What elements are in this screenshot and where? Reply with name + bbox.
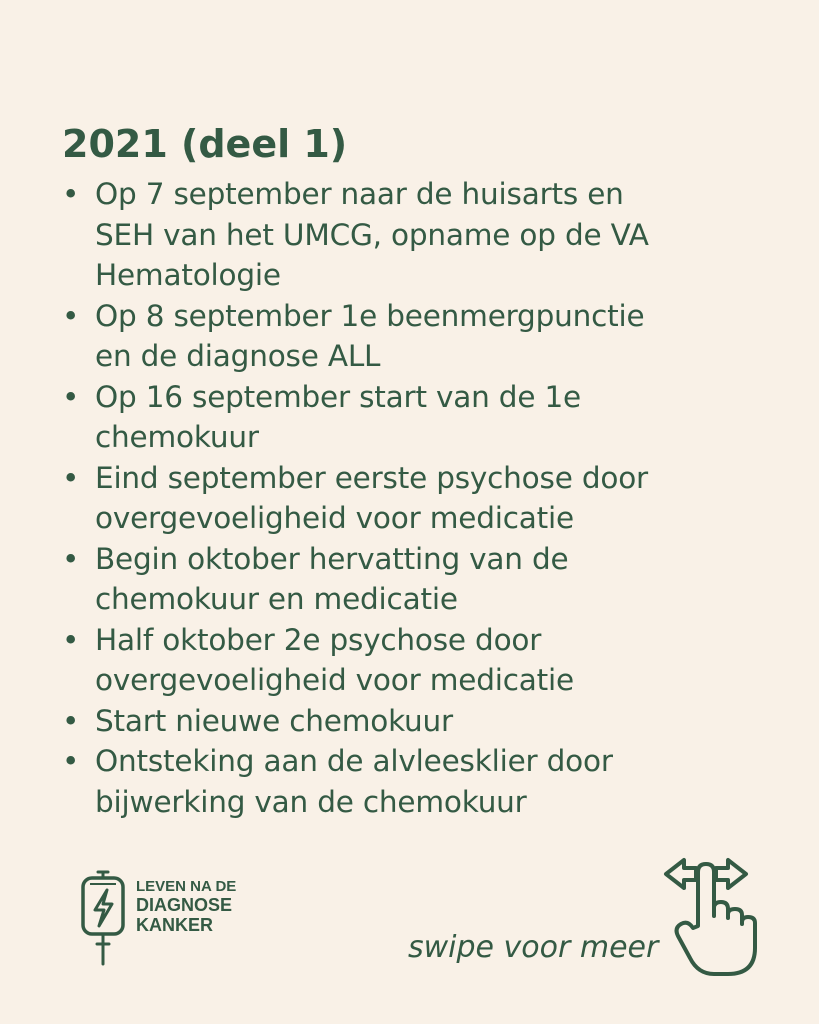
bullet-icon: • xyxy=(62,298,80,333)
timeline-item xyxy=(62,701,802,742)
timeline-item-line: SEH van het UMCG, opname op de VA xyxy=(95,217,649,252)
timeline-item-line: Begin oktober hervatting van de xyxy=(95,541,569,576)
timeline-list xyxy=(62,174,802,822)
bullet-icon: • xyxy=(62,744,80,778)
timeline-item-line: Hematologie xyxy=(95,258,281,292)
timeline-item-line: chemokuur en medicatie xyxy=(95,582,458,616)
bullet-icon: • xyxy=(62,622,80,657)
logo-line-1: LEVEN NA DE xyxy=(136,878,237,895)
timeline-item xyxy=(62,741,802,822)
swipe-hint: swipe voor meer xyxy=(408,930,659,965)
timeline-item-line: Ontsteking aan de alvleesklier door xyxy=(95,744,613,778)
timeline-item-line: overgevoeligheid voor medicatie xyxy=(95,663,574,697)
bullet-icon: • xyxy=(62,177,80,211)
timeline-item-line: Op 7 september naar de huisarts en xyxy=(95,177,624,211)
page-title: 2021 (deel 1) xyxy=(62,122,348,166)
bullet-icon: • xyxy=(62,541,80,576)
bullet-icon: • xyxy=(62,379,80,414)
bullet-icon: • xyxy=(62,703,80,738)
timeline-item-line: Op 8 september 1e beenmergpunctie xyxy=(95,298,645,333)
timeline-item xyxy=(62,174,802,296)
bullet-icon: • xyxy=(62,460,80,495)
timeline-item-line: bijwerking van de chemokuur xyxy=(95,784,527,819)
logo-line-3: KANKER xyxy=(136,915,214,935)
timeline-item-line: en de diagnose ALL xyxy=(95,339,381,373)
timeline-item-line: Half oktober 2e psychose door xyxy=(95,622,542,657)
logo-line-2: DIAGNOSE xyxy=(136,895,233,915)
timeline-item xyxy=(62,620,802,701)
iv-bag-lightning-icon xyxy=(78,868,138,968)
timeline-item-line: Start nieuwe chemokuur xyxy=(95,703,453,738)
timeline-item-line: Eind september eerste psychose door xyxy=(95,460,648,495)
timeline-item-line: chemokuur xyxy=(95,420,259,454)
timeline-item-line: Op 16 september start van de 1e xyxy=(95,379,581,414)
brand-logo xyxy=(78,868,248,968)
timeline-item-line: overgevoeligheid voor medicatie xyxy=(95,501,574,535)
timeline-item xyxy=(62,296,802,377)
timeline-item xyxy=(62,377,802,458)
timeline-item xyxy=(62,539,802,620)
timeline-item xyxy=(62,458,802,539)
swipe-hand-icon xyxy=(660,852,770,982)
